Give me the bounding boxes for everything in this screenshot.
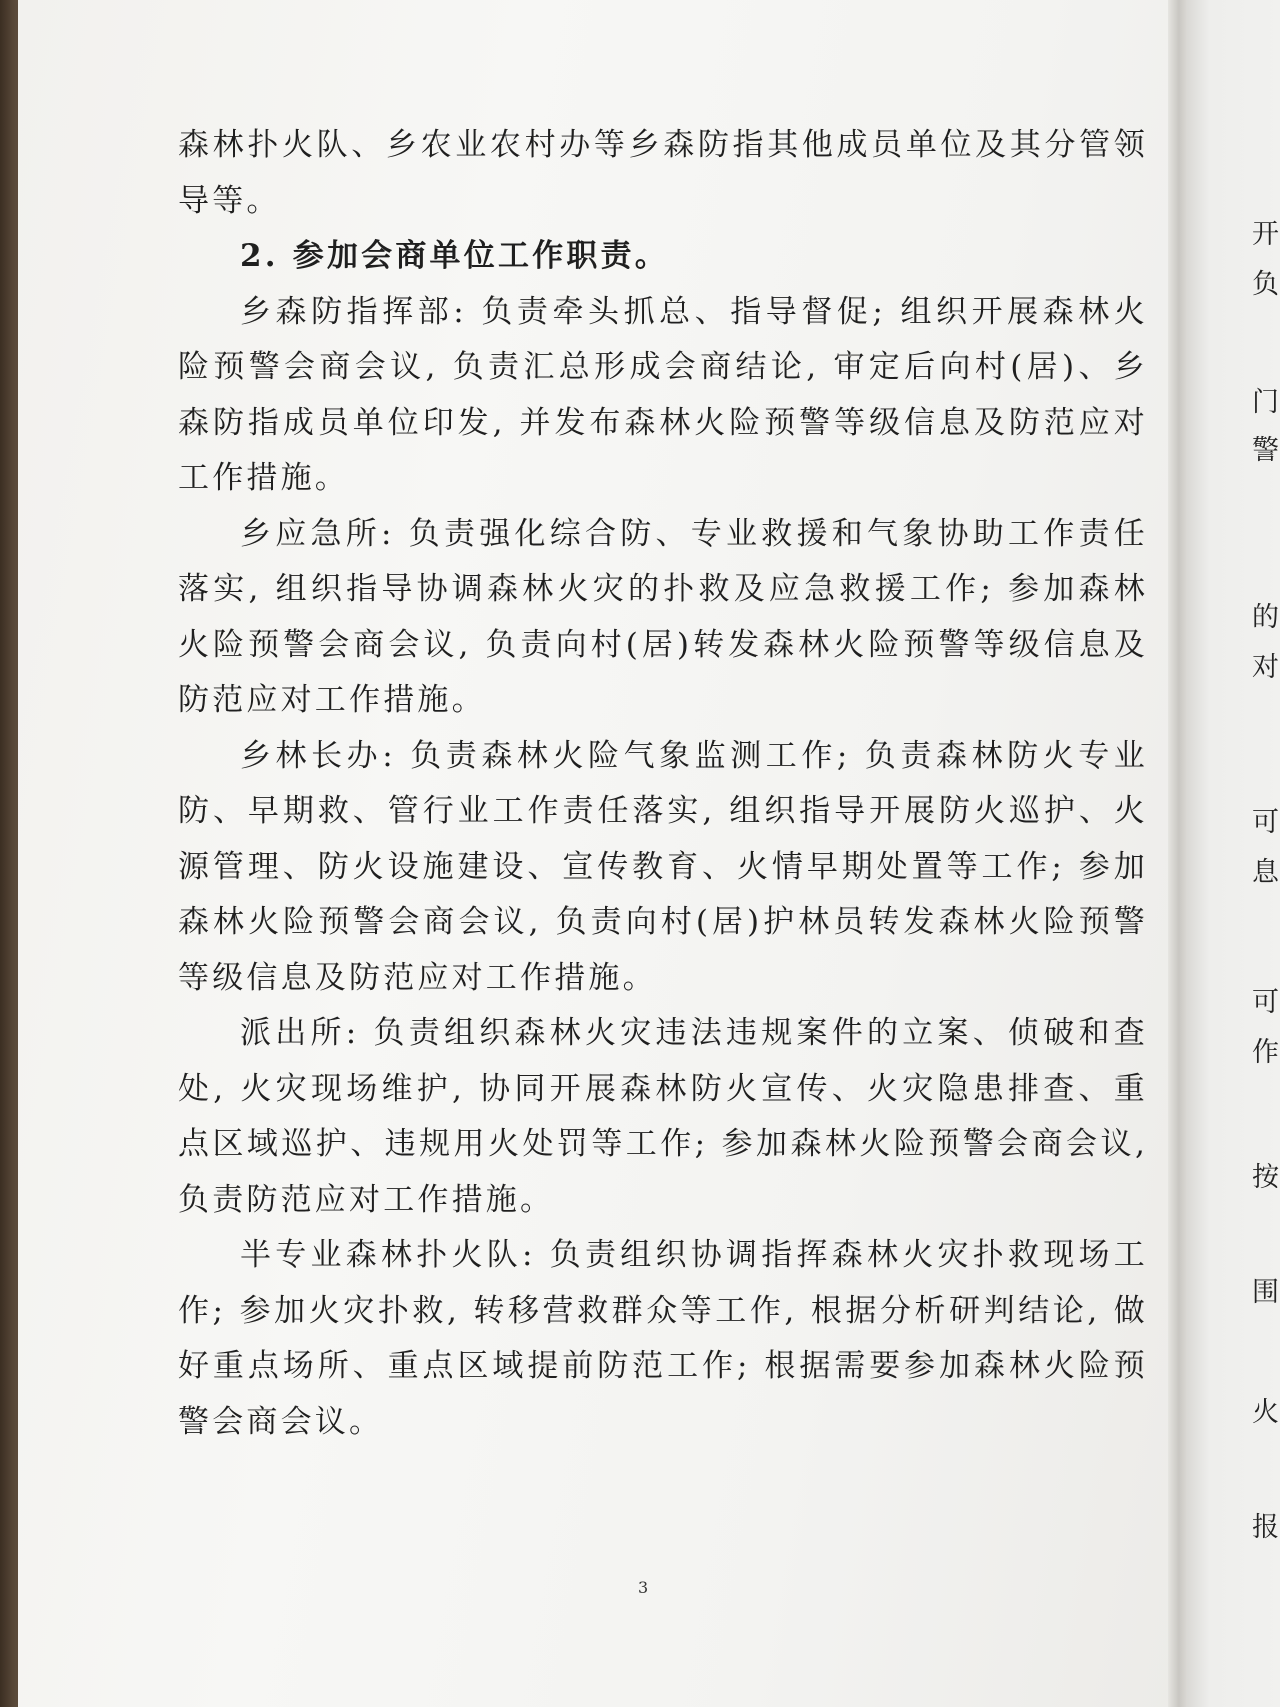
next-page-char: 开 [1252, 219, 1279, 250]
next-page-char: 对 [1252, 652, 1279, 683]
next-page-char: 可 [1252, 807, 1279, 838]
section-heading: 2. 参加会商单位工作职责。 [240, 238, 669, 274]
next-page-char: 按 [1252, 1162, 1279, 1193]
next-page-char: 火 [1252, 1397, 1279, 1428]
next-page-char: 的 [1252, 602, 1279, 633]
paragraph-forest-chief-office: 乡林长办: 负责森林火险气象监测工作; 负责森林防火专业防、早期救、管行业工作责任落实, 组织指导开展防火巡护、火源管理、防火设施建设、宣传教育、火情早期处置等工作; 参加森林火险预警会商会议, 负责向村(居)护林员转发森林火险预警等级信息及防范应对工作措施。 [178, 737, 1148, 996]
document-body [178, 118, 1148, 1450]
page-number: 3 [638, 1578, 649, 1597]
paragraph-police-station: 派出所: 负责组织森林火灾违法违规案件的立案、侦破和查处, 火灾现场维护, 协同开展森林防火宣传、火灾隐患排查、重点区域巡护、违规用火处罚等工作; 参加森林火险预警会商会议, 负责防范应对工作措施。 [178, 1015, 1148, 1218]
document-page [18, 0, 1186, 1707]
next-page-char: 围 [1252, 1277, 1279, 1308]
next-page-char: 警 [1252, 435, 1279, 466]
page-gutter [1168, 0, 1186, 1707]
next-page-char: 作 [1252, 1037, 1279, 1068]
paragraph-continuation: 森林扑火队、乡农业农村办等乡森防指其他成员单位及其分管领导等。 [178, 127, 1148, 219]
next-page-char: 门 [1252, 387, 1279, 418]
paragraph-emergency-office: 乡应急所: 负责强化综合防、专业救援和气象协助工作责任落实, 组织指导协调森林火灾的扑救及应急救援工作; 参加森林火险预警会商会议, 负责向村(居)转发森林火险预警等级信息及防范应对工作措施。 [178, 515, 1148, 718]
next-page-char: 报 [1252, 1512, 1279, 1543]
next-page-char: 负 [1252, 269, 1279, 300]
next-page-char: 可 [1252, 987, 1279, 1018]
next-page-char: 息 [1252, 857, 1279, 888]
paragraph-fire-team: 半专业森林扑火队: 负责组织协调指挥森林火灾扑救现场工作; 参加火灾扑救, 转移营救群众等工作, 根据分析研判结论, 做好重点场所、重点区域提前防范工作; 根据需要参加森林火险预警会商会议。 [178, 1237, 1148, 1440]
paragraph-forest-fire-command: 乡森防指挥部: 负责牵头抓总、指导督促; 组织开展森林火险预警会商会议, 负责汇总形成会商结论, 审定后向村(居)、乡森防指成员单位印发, 并发布森林火险预警等级信息及防范应对工作措施。 [178, 293, 1148, 496]
